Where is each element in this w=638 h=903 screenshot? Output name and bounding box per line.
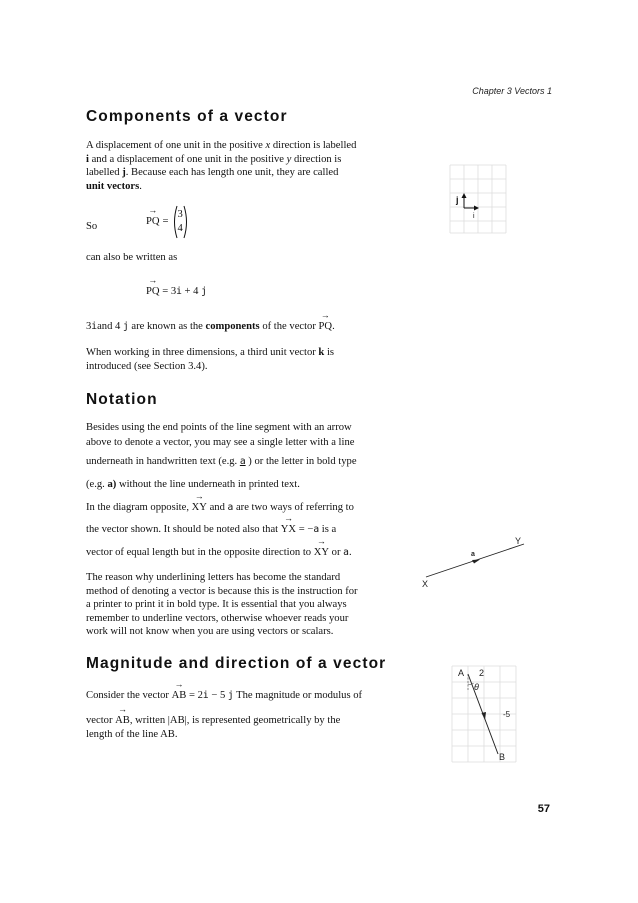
text: a printer to print it in bold type. It is essential that you always: [86, 599, 347, 611]
point-a-label: A: [458, 668, 465, 678]
diagram-reference-paragraph: [86, 501, 416, 560]
underline-reason-paragraph: [86, 571, 416, 639]
vector-xy: → XY: [192, 501, 207, 515]
vector-xy: → XY: [314, 546, 329, 560]
magnitude-paragraph: [86, 689, 416, 741]
text: The reason why underlining letters has become the standard: [86, 572, 341, 583]
vector-pq: → PQ: [146, 285, 160, 299]
text: j: [122, 167, 126, 179]
vector-ab: → AB: [115, 714, 130, 728]
component-equation: [146, 285, 207, 299]
text: work will not know when you are using vectors or scalars.: [86, 626, 334, 638]
unit-i: i: [176, 286, 182, 297]
column-top: 3: [177, 209, 183, 220]
vector-a-label: a: [471, 551, 475, 558]
column-vector-equation: [146, 204, 189, 240]
text: x: [265, 140, 271, 151]
text: introduced (see Section 3.4).: [86, 360, 208, 372]
text: and 4: [97, 321, 123, 332]
unit-j: j: [201, 286, 207, 297]
section-title-notation: Notation: [86, 391, 158, 408]
text: direction is labelled: [270, 140, 357, 151]
text: or: [329, 547, 344, 558]
text: A displacement of one unit in the positive: [86, 140, 266, 151]
text: , is represented geometrically by the: [186, 715, 341, 726]
text: i: [86, 153, 89, 165]
j-arrowhead-icon: [462, 193, 467, 198]
text: k: [318, 347, 325, 358]
notation-paragraph: [86, 421, 406, 493]
theta-label: θ: [474, 682, 479, 692]
text: vector of equal length but in the opposite direction to: [86, 547, 314, 558]
text: Consider the vector: [86, 690, 172, 701]
unit-j: j: [227, 690, 234, 701]
text: above to denote a vector, you may see a single letter with a line: [86, 437, 355, 448]
text: length of the line AB.: [86, 728, 178, 740]
so-label: So: [86, 221, 98, 232]
three-dim-paragraph: [86, 346, 334, 373]
text: method of denoting a vector is because this is the instruction for: [86, 585, 358, 597]
text: is: [324, 347, 335, 358]
text: .: [332, 321, 335, 332]
text: = 2: [186, 690, 203, 701]
text: and: [206, 502, 228, 513]
vector-ab-grid-diagram: [450, 662, 520, 768]
text: ) or the letter in bold type: [245, 456, 357, 467]
text: − 5: [208, 690, 228, 701]
unit-j: j: [122, 321, 129, 332]
text: of the vector: [259, 321, 319, 332]
text: (e.g.: [86, 479, 108, 490]
text: , written: [129, 715, 168, 726]
text: .: [348, 547, 352, 558]
text: = −: [296, 524, 314, 535]
component-2-label: 2: [479, 668, 485, 678]
text: are two ways of referring to: [233, 502, 354, 513]
vector-pq: → PQ: [319, 320, 333, 334]
equals: =: [162, 216, 169, 228]
text: When working in three dimensions, a third unit vector: [86, 347, 319, 358]
vector-a: a: [313, 524, 320, 535]
text: 3: [86, 321, 92, 332]
text: . Because each has length one unit, they are called: [125, 167, 339, 179]
text: remember to underline vectors, otherwise whoever reads your: [86, 612, 349, 624]
text: components: [205, 321, 260, 332]
page-number: 57: [537, 803, 550, 815]
point-y-label: Y: [515, 536, 522, 546]
section-title-magnitude: Magnitude and direction of a vector: [86, 655, 387, 672]
grid-j-label: j: [456, 195, 459, 205]
text: vector: [86, 715, 116, 726]
text: y: [286, 153, 292, 165]
modulus-ab: |AB|: [167, 715, 187, 726]
column-bottom: 4: [177, 223, 183, 234]
chapter-header: Chapter 3 Vectors 1: [472, 86, 552, 96]
text: The magnitude or modulus of: [233, 690, 363, 701]
vector-yx: → YX: [281, 523, 296, 537]
text: In the diagram opposite,: [86, 502, 192, 513]
underlined-a: a: [239, 456, 246, 467]
angle-arc-icon: [468, 683, 474, 684]
point-x-label: X: [422, 579, 429, 589]
component-minus5-label: -5: [503, 710, 511, 719]
right-paren-icon: [183, 205, 189, 239]
text: is a: [319, 524, 337, 535]
text: Besides using the end points of the line segment with an arrow: [86, 422, 352, 433]
text: .: [139, 180, 142, 192]
text: are known as the: [128, 321, 206, 332]
vector-xy-diagram: [418, 532, 530, 590]
text: the vector shown. It should be noted also that: [86, 524, 281, 535]
unit-vector-grid-diagram: [448, 163, 508, 235]
section-title-components: Components of a vector: [86, 108, 288, 125]
vector-a: a: [227, 502, 234, 513]
components-sentence: [86, 320, 335, 334]
text: underneath in handwritten text (e.g.: [86, 456, 240, 467]
vector-a: a: [343, 547, 349, 558]
text: and a displacement of one unit in the positive: [88, 153, 287, 165]
vector-pq: → PQ: [146, 215, 160, 229]
grid-i-label: i: [473, 213, 475, 220]
components-paragraph: [86, 139, 406, 193]
point-b-label: B: [499, 752, 506, 762]
vector-ab: → AB: [172, 689, 187, 703]
also-written-text: can also be written as: [86, 252, 178, 263]
vector-arrowhead-icon: [472, 560, 480, 564]
unit-i: i: [91, 321, 98, 332]
text: labelled: [86, 167, 123, 179]
text: without the line underneath in printed text.: [116, 479, 300, 490]
text: = 3: [162, 286, 177, 297]
text: + 4: [181, 286, 202, 297]
text: unit vectors: [86, 180, 140, 192]
bold-a: a): [107, 479, 117, 490]
unit-i: i: [202, 690, 209, 701]
text: direction is: [291, 153, 342, 165]
